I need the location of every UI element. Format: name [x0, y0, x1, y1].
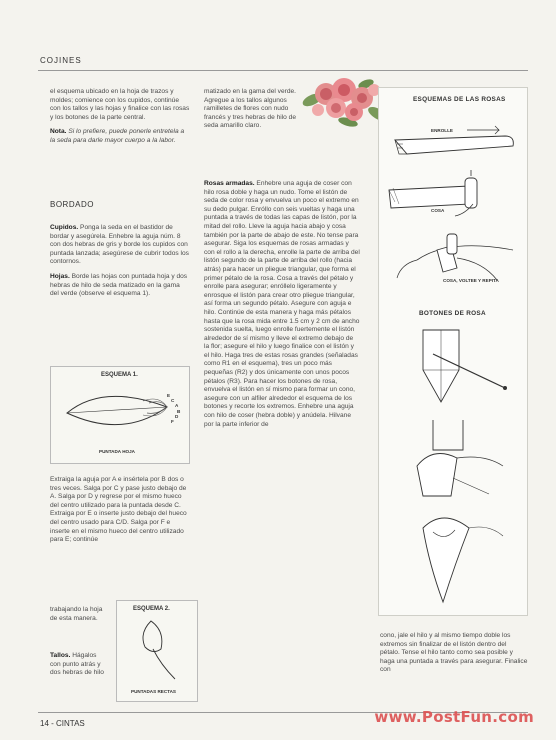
rose-diagrams-panel	[378, 87, 528, 616]
bordado-heading: BORDADO	[50, 200, 94, 209]
hojas-label: Hojas.	[50, 272, 70, 280]
rosebud-title: BOTONES DE ROSA	[419, 310, 486, 317]
tallos-label: Tallos.	[50, 652, 71, 659]
rosebud-cone-diagram	[393, 416, 513, 502]
enrolle-label: ENROLLE	[431, 128, 453, 133]
cosa-voltee-label: COSA, VOLTEE Y REPITA	[443, 278, 499, 283]
col1-paragraph-1: el esquema ubicado en la hoja de trazos y moldes; comience con los cupidos, continúe con los tallos y las hojas y finalice con las rosas y los botones de la parte central.	[50, 88, 190, 121]
letter-e: E	[167, 393, 171, 398]
nota-text: Si lo prefiere, puede ponerle entretela a la seda para darle mayor cuerpo a la labor.	[50, 128, 185, 144]
letter-d: D	[175, 414, 179, 419]
cupidos-label: Cupidos.	[50, 224, 79, 231]
column-1	[50, 88, 190, 152]
rosas-text: Enhebre una aguja de coser con hilo rosa doble y haga un nudo. Tome el listón de seda de color rosa y envuelva un poco el extremo en su dedo pulgar. Enróllo con seis vueltas y haga una puntada a través de todas las capas de listón, por la mitad del rollo. Lleve la aguja hacia abajo y cosa también por la parte de abajo de este. No tense para asegurar. Siga los esquemas de rosas armadas y con el rollo a la derecha, enrolle la parte de arriba del listón segundo de la parte de arriba del rollo (hacia atrás) para hacer un pliegue triangular, que forma el primer pétalo de la rosa. Cosa a través del pétalo y enrolle para asegurar; enróllelo ligeramente y enrosque el listón para crear otro pliegue triangular, así forma un segundo pétalo. Asegure con aguja e hilo. Continúe de esta manera y haga más pétalos hasta que la rosa mida entre 1.5 cm y 2 cm de ancho sostenida suelta, luego enrolle fuertemente el listón alrededor de sí mismo y lleve el extremo debajo de la flor; asegure el hilo y luego finalice con el listón y el hilo. Haga tres de estas rosas grandes (señaladas como R1 en el esquema), tres un poco más pequeñas (R2) y dos únicamente con unos pocos pétalos (R3). Para hacer los botones de rosa, envuelva el listón en sí mismo para formar un cono, asegure con un alfiler alrededor el esquema de los botones y recorte los extremos. Enhebre una aguja con hilo de coser (hebra doble) y anúdela. Hilvane por la parte inferior de	[204, 180, 360, 428]
rosebud-fold-diagram	[393, 324, 513, 408]
watermark: www.PostFun.com	[374, 708, 534, 726]
ribbon-roll-diagram	[389, 124, 519, 164]
column-3-text: cono, jale el hilo y al mismo tiempo doble los extremos sin finalizar de el listón dentro del pétalo. Tense el hilo tanto como sea posible y haga una puntada a través para asegurar. Finalice con	[380, 632, 528, 674]
tallos-paragraph	[50, 652, 108, 678]
column-2-top: matizado en la gama del verde. Agregue a los tallos algunos ramilletes de flores con nudo francés y tres hebras de hilo de seda amarillo claro.	[204, 88, 297, 130]
letter-c: C	[171, 398, 175, 403]
top-rule	[38, 70, 528, 71]
letter-b: B	[177, 409, 181, 414]
cupidos-text: Ponga la seda en el bastidor de bordar y asegúrela. Enhebre la aguja núm. 8 con dos hebras de gris y borde los cupidos con puntada lanzada; asegúrese de cubrir todos los contornos.	[50, 224, 189, 266]
hojas-paragraph	[50, 273, 190, 299]
esquema-2-title: ESQUEMA 2.	[133, 606, 170, 612]
nota-paragraph	[50, 128, 190, 145]
cupidos-paragraph	[50, 224, 190, 267]
esquema-1-title: ESQUEMA 1.	[101, 372, 138, 378]
hojas-text: Borde las hojas con puntada hoja y dos hebras de hilo de seda matizado en la gama del verde (observe el esquema 1).	[50, 272, 188, 298]
page-footer: 14 - CINTAS	[40, 719, 85, 728]
section-tag: COJINES	[40, 56, 82, 65]
esquema-2-box	[116, 600, 198, 702]
esquema-1-caption: PUNTADA HOJA	[99, 449, 135, 454]
extraiga-paragraph: Extraiga la aguja por A e insértela por B dos o tres veces. Salga por C y pase justo debajo de A. Salga por D y regrese por el mismo hueco del centro utilizado para la puntada desde C. Extraiga por E o inserte justo debajo del hueco del centro usado para C/D. Salga por F e inserte en el mismo hueco del centro utilizado para E; continúe	[50, 476, 187, 544]
rose-diagrams-title: ESQUEMAS DE LAS ROSAS	[413, 96, 506, 103]
letter-f: F	[171, 419, 174, 424]
trabajando-paragraph: trabajando la hoja de esta manera.	[50, 606, 103, 622]
letter-a: A	[175, 403, 179, 408]
esquema-1-box	[50, 366, 190, 464]
leaf-stitch-diagram	[63, 381, 181, 441]
tallos-text: Hágalos con punto atrás y dos hebras de hilo	[50, 652, 104, 677]
esquema-2-caption: PUNTADAS RECTAS	[131, 689, 177, 694]
straight-stitch-diagram	[135, 617, 181, 683]
column-1b	[50, 224, 190, 305]
ribbon-sew-diagram	[385, 174, 521, 224]
rosas-label: Rosas armadas.	[204, 180, 255, 187]
cosa-label: COSA	[431, 208, 445, 213]
rosas-paragraph	[204, 180, 360, 429]
nota-label: Nota.	[50, 128, 67, 136]
rosebud-finish-diagram	[393, 508, 513, 608]
